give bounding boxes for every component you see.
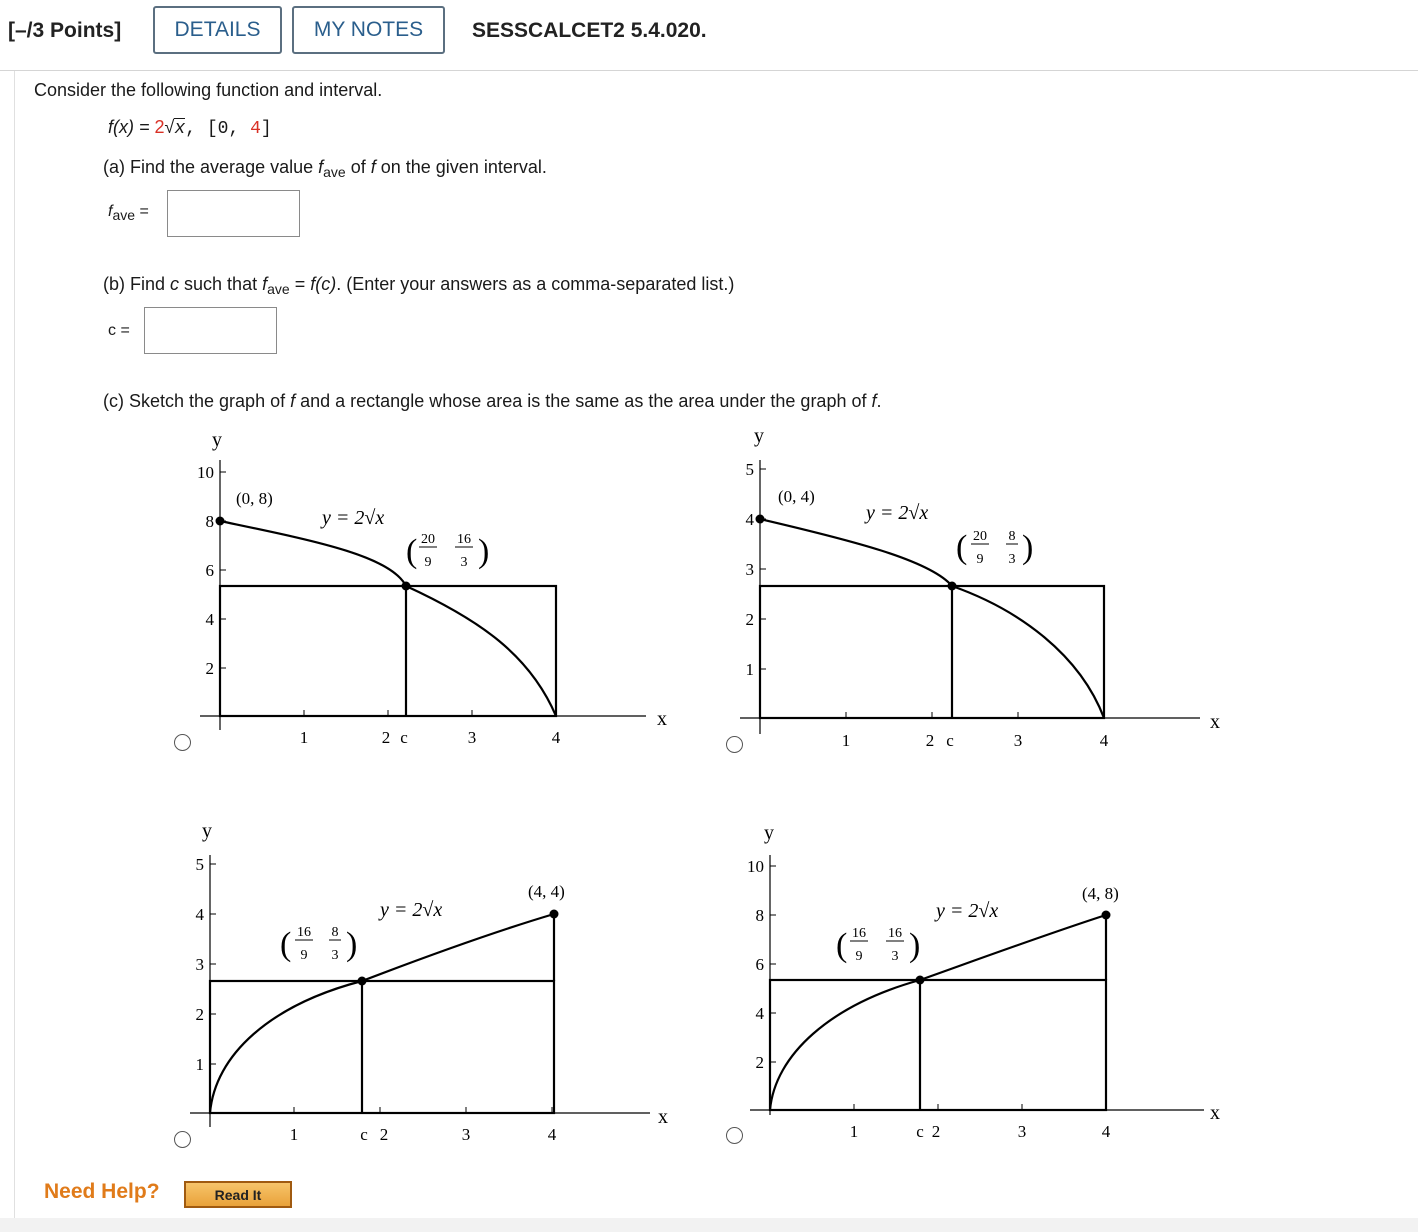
y-axis-label: y: [764, 822, 774, 844]
fx-lhs: f(x) =: [108, 117, 150, 137]
paren-open: (: [280, 926, 292, 963]
y-tick-label: 2: [745, 610, 754, 629]
frac-den: 3: [460, 555, 468, 570]
intro-text: Consider the following function and interval.: [34, 80, 383, 100]
x-tick-label: 1: [849, 1122, 859, 1141]
y-tick-label: 10: [747, 857, 764, 876]
y-tick-label: 5: [745, 460, 754, 479]
graph-option-b: [720, 420, 1240, 755]
c-answer-input[interactable]: [144, 307, 277, 354]
fave-answer-input[interactable]: [167, 190, 300, 237]
paren-close: ): [1022, 529, 1034, 566]
x-axis-label: x: [658, 1106, 668, 1128]
fave-label: [108, 203, 149, 223]
frac-num: 16: [457, 532, 471, 547]
average-rectangle: [210, 981, 554, 1113]
y-tick-label: 1: [195, 1055, 204, 1074]
details-button[interactable]: DETAILS: [153, 6, 282, 54]
paren-close: ): [478, 533, 490, 570]
paren-open: (: [406, 533, 418, 570]
function-curve: [210, 914, 554, 1113]
y-tick-label: 2: [195, 1005, 204, 1024]
x-tick-label: 1: [299, 728, 309, 747]
y-axis-label: y: [202, 820, 212, 842]
frac-num: 16: [852, 926, 866, 941]
y-axis-label: y: [212, 429, 222, 451]
frac-den: 3: [891, 949, 899, 964]
function-curve: [770, 915, 1106, 1110]
frac-den: 3: [331, 948, 339, 963]
y-tick-label: 4: [205, 610, 214, 629]
y-ticks: [196, 855, 217, 1074]
end-point-label: (4, 8): [1082, 884, 1119, 903]
x-tick-label: 3: [1017, 1122, 1027, 1141]
problem-code: SESSCALCET2 5.4.020.: [472, 19, 707, 42]
read-it-button[interactable]: Read It: [184, 1181, 292, 1208]
y-tick-label: 3: [745, 560, 754, 579]
need-help-label: Need Help?: [44, 1180, 160, 1203]
frac-den: 9: [855, 949, 863, 964]
f-symbol: f: [370, 157, 376, 177]
f-symbol: f: [108, 203, 113, 220]
f-symbol: f: [871, 391, 877, 411]
curve-equation: y = 2√x: [322, 507, 385, 529]
x-axis-label: x: [1210, 1102, 1220, 1124]
x-tick-label: 2: [931, 1122, 941, 1141]
x-tick-label: 1: [841, 731, 851, 750]
sqrt-sign: √: [164, 117, 175, 137]
ave-subscript: ave: [323, 164, 346, 180]
intersection-dot: [948, 582, 957, 591]
equals-sign: =: [139, 203, 149, 220]
end-point-dot: [550, 910, 559, 919]
intersection-dot: [358, 977, 367, 986]
start-point-dot: [756, 515, 765, 524]
end-point-label: (4, 4): [528, 882, 565, 901]
x-tick-label: 4: [1101, 1122, 1111, 1141]
intersection-label: [406, 532, 489, 570]
y-ticks: [197, 463, 226, 678]
x-tick-label: 3: [467, 728, 477, 747]
average-rectangle: [220, 586, 556, 716]
graph-option-a: [180, 420, 700, 750]
x-tick-label: 4: [1099, 731, 1109, 750]
f-symbol: f: [290, 391, 296, 411]
paren-open: (: [836, 927, 848, 964]
y-ticks: [746, 460, 767, 679]
part-c-pre: (c) Sketch the graph of: [103, 391, 291, 411]
part-b-pre: (b) Find: [103, 274, 171, 294]
part-b-mid: such that: [179, 274, 263, 294]
ave-subscript: ave: [112, 207, 136, 223]
curve-equation: y = 2√x: [936, 900, 999, 922]
frac-num: 16: [297, 925, 311, 940]
y-tick-label: 1: [745, 660, 754, 679]
c-label: c =: [108, 322, 130, 339]
interval-close: ]: [260, 119, 272, 139]
average-rectangle: [760, 586, 1104, 718]
intersection-label: [956, 529, 1033, 567]
function-definition: [108, 117, 272, 139]
start-point-label: (0, 4): [778, 487, 815, 506]
y-tick-label: 5: [195, 855, 204, 874]
c-tick-label: c: [400, 728, 408, 747]
y-tick-label: 4: [195, 905, 204, 924]
bottom-bar: [0, 1218, 1418, 1232]
interval-open: , [0,: [185, 119, 251, 139]
start-point-label: (0, 8): [236, 489, 273, 508]
interval-end: 4: [250, 119, 261, 139]
part-a-pre: (a) Find the average value: [103, 157, 319, 177]
x-axis-label: x: [1210, 711, 1220, 733]
part-b-post: . (Enter your answers as a comma-separated list.): [336, 274, 735, 294]
part-a-mid: of: [345, 157, 371, 177]
f-symbol: f: [262, 274, 268, 294]
frac-num: 20: [421, 532, 435, 547]
x-tick-label: 1: [289, 1125, 299, 1144]
y-tick-label: 2: [205, 659, 214, 678]
x-tick-label: 2: [381, 728, 391, 747]
part-c-prompt: [103, 391, 882, 412]
x-tick-label: 4: [547, 1125, 557, 1144]
frac-num: 8: [1008, 529, 1016, 544]
part-a-prompt: [103, 157, 547, 180]
header-divider: [0, 70, 1418, 71]
function-curve: [760, 519, 1104, 718]
frac-den: 3: [1008, 552, 1016, 567]
y-tick-label: 10: [197, 463, 214, 482]
part-c-mid: and a rectangle whose area is the same as the area under the graph of: [295, 391, 872, 411]
y-axis-label: y: [754, 425, 764, 447]
part-c-post: .: [876, 391, 882, 411]
part-b-prompt: [103, 274, 734, 297]
graph-option-c: [170, 815, 690, 1150]
x-tick-label: 4: [551, 728, 561, 747]
y-tick-label: 3: [195, 955, 204, 974]
frac-den: 9: [300, 948, 308, 963]
end-point-dot: [1102, 911, 1111, 920]
paren-close: ): [909, 927, 921, 964]
y-ticks: [747, 857, 776, 1072]
c-tick-label: c: [946, 731, 954, 750]
x-tick-label: 3: [461, 1125, 471, 1144]
y-tick-label: 4: [745, 510, 754, 529]
x-axis-label: x: [657, 708, 667, 730]
paren-close: ): [346, 926, 358, 963]
part-a-post: on the given interval.: [375, 157, 547, 177]
c-tick-label: c: [360, 1125, 368, 1144]
frac-num: 8: [331, 925, 339, 940]
frac-num: 20: [973, 529, 987, 544]
left-border: [14, 71, 15, 1232]
frac-den: 9: [976, 552, 984, 567]
function-curve: [220, 521, 556, 716]
intersection-label: [836, 926, 920, 964]
part-b-eq: =: [289, 274, 311, 294]
c-tick-label: c: [916, 1122, 924, 1141]
y-tick-label: 8: [205, 512, 214, 531]
curve-equation: y = 2√x: [866, 502, 929, 524]
intersection-dot: [916, 976, 925, 985]
y-tick-label: 6: [205, 561, 214, 580]
coefficient: 2: [154, 117, 165, 137]
my-notes-button[interactable]: MY NOTES: [292, 6, 445, 54]
y-tick-label: 6: [755, 955, 764, 974]
radicand: x: [174, 119, 186, 139]
points-label: [–/3 Points]: [8, 19, 122, 42]
intersection-dot: [402, 582, 411, 591]
y-tick-label: 8: [755, 906, 764, 925]
ave-subscript: ave: [267, 281, 290, 297]
fc-symbol: f(c): [310, 274, 337, 294]
frac-den: 9: [424, 555, 432, 570]
paren-open: (: [956, 529, 968, 566]
question-header: [0, 0, 1418, 70]
start-point-dot: [216, 517, 225, 526]
graph-option-d: [730, 815, 1250, 1150]
x-tick-label: 3: [1013, 731, 1023, 750]
y-tick-label: 4: [755, 1004, 764, 1023]
frac-num: 16: [888, 926, 902, 941]
x-tick-label: 2: [379, 1125, 389, 1144]
x-tick-label: 2: [925, 731, 935, 750]
c-symbol: c: [170, 274, 180, 294]
average-rectangle: [770, 980, 1106, 1110]
intersection-label: [280, 925, 357, 963]
f-symbol: f: [318, 157, 324, 177]
y-tick-label: 2: [755, 1053, 764, 1072]
curve-equation: y = 2√x: [380, 899, 443, 921]
